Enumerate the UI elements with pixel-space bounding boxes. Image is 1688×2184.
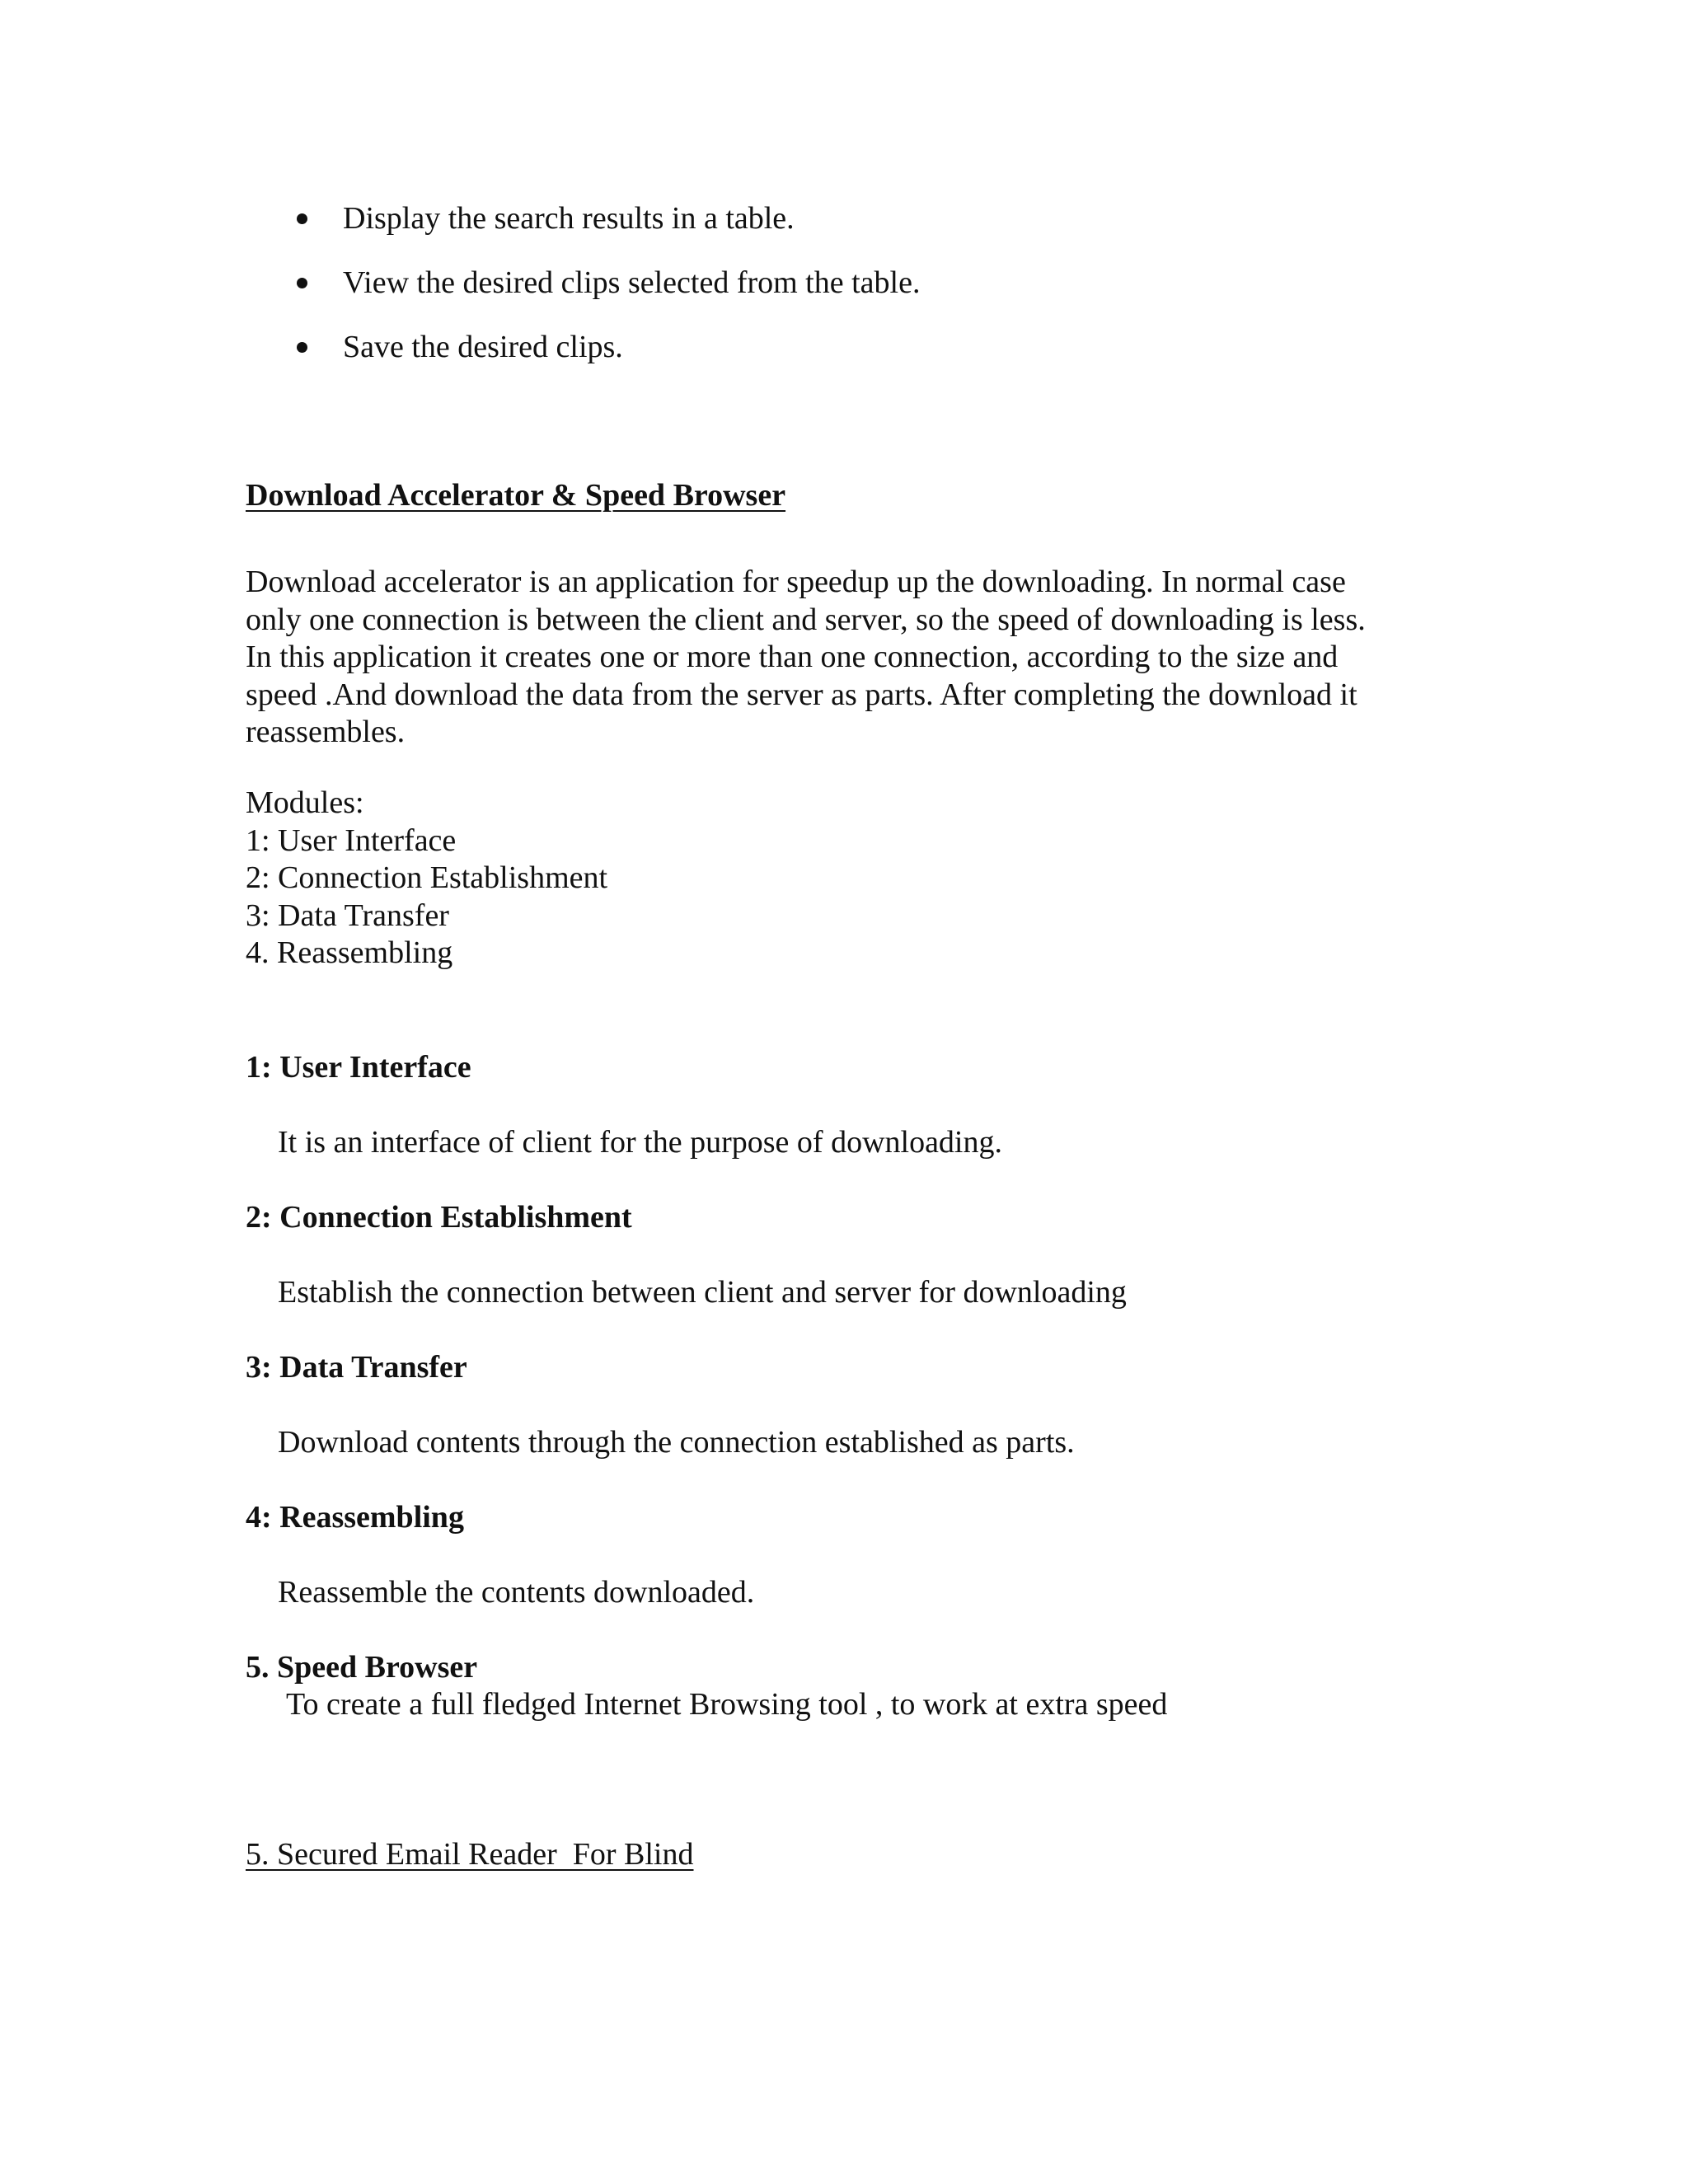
bullet-item: Display the search results in a table. [343,201,795,236]
module-description: It is an interface of client for the purpose of downloading. [278,1125,1002,1160]
paragraph-line: reassembles. [246,715,406,749]
bullet-item: View the desired clips selected from the table. [343,265,921,300]
module-item: 3: Data Transfer [246,898,449,933]
module-heading: 2: Connection Establishment [246,1200,632,1235]
bullet-icon [297,213,307,224]
paragraph-line: In this application it creates one or more than one connection, according to the size and [246,640,1339,674]
paragraph-line: only one connection is between the client and server, so the speed of downloading is less. [246,602,1366,637]
section-title: Download Accelerator & Speed Browser [246,478,786,513]
module-item: 2: Connection Establishment [246,860,608,895]
next-section-title: 5. Secured Email Reader For Blind [246,1837,694,1872]
module-item: 4. Reassembling [246,935,453,970]
modules-list [246,785,607,972]
intro-paragraph [246,564,1449,752]
module-heading: 4: Reassembling [246,1500,464,1535]
module-item: 1: User Interface [246,823,457,858]
module-description: Download contents through the connection established as parts. [278,1425,1075,1460]
module-heading: 3: Data Transfer [246,1350,467,1385]
module-description: Reassemble the contents downloaded. [278,1575,755,1610]
paragraph-line: Download accelerator is an application for speedup up the downloading. In normal case [246,565,1346,599]
paragraph-line: speed .And download the data from the server as parts. After completing the download it [246,677,1357,712]
bullet-item: Save the desired clips. [343,330,623,364]
bullet-icon [297,278,307,288]
module-description: To create a full fledged Internet Browsing tool , to work at extra speed [286,1687,1168,1722]
module-heading: 1: User Interface [246,1050,471,1085]
modules-label: Modules: [246,785,364,820]
bullet-icon [297,342,307,353]
module-heading: 5. Speed Browser [246,1650,478,1685]
module-description: Establish the connection between client and server for downloading [278,1275,1127,1310]
